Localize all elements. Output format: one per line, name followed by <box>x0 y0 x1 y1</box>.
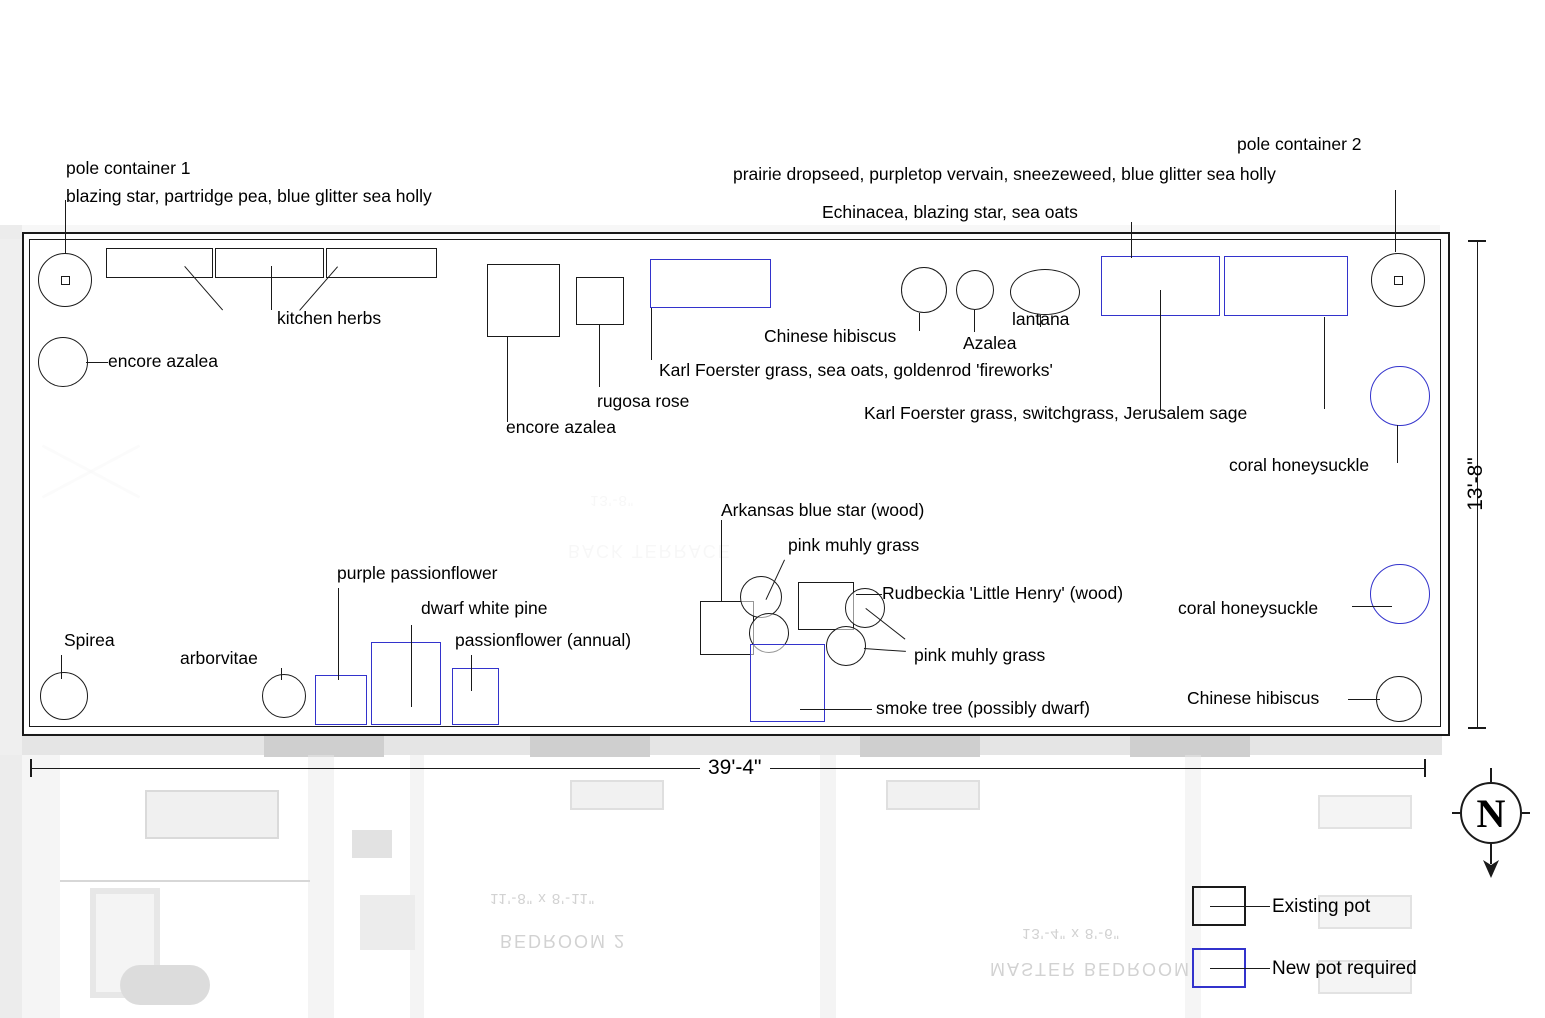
ghost-strip <box>1130 733 1250 757</box>
leader-karl-foerster-2 <box>1160 290 1161 410</box>
ghost-text: BEDROOM 2 <box>500 931 627 951</box>
ghost-text: MASTER BEDROOM <box>990 959 1192 979</box>
label-spirea: Spirea <box>64 630 115 650</box>
leader-kitchen-herbs-b <box>271 266 272 310</box>
pole-container-2-dot <box>1394 276 1403 285</box>
leader-echinacea-group <box>1131 222 1132 258</box>
pot-kitchen-herb-3 <box>326 248 437 278</box>
leader-rudbeckia <box>856 594 882 595</box>
ghost-line <box>570 780 664 810</box>
leader-chinese-hibiscus-bottom <box>1348 699 1380 700</box>
pot-kitchen-herb-1 <box>106 248 213 278</box>
ghost-strip <box>530 733 650 757</box>
label-encore-azalea-left: encore azalea <box>108 351 218 371</box>
leader-encore-azalea-mid <box>507 337 508 422</box>
label-purple-passionflower: purple passionflower <box>337 563 498 583</box>
leader-karl-foerster-1 <box>651 308 652 360</box>
label-rugosa-rose: rugosa rose <box>597 391 690 411</box>
dimension-width-tick-right <box>1424 759 1426 777</box>
leader-spirea <box>61 655 62 679</box>
label-arkansas-blue-star: Arkansas blue star (wood) <box>721 500 925 520</box>
ghost-line <box>145 790 279 839</box>
label-encore-azalea-mid: encore azalea <box>506 417 616 437</box>
pot-encore-azalea-left <box>38 337 88 387</box>
pot-pink-muhly-grass-4 <box>826 626 866 666</box>
pot-dwarf-white-pine <box>371 642 441 725</box>
pot-azalea <box>956 270 994 310</box>
pot-spirea <box>40 672 88 720</box>
pot-purple-passionflower <box>315 675 367 725</box>
ghost-line <box>360 895 415 950</box>
label-arborvitae: arborvitae <box>180 648 258 668</box>
pot-karl-foerster-2b <box>1224 256 1348 316</box>
compass-needle-icon <box>1452 768 1532 878</box>
legend-label-existing-pot: Existing pot <box>1272 896 1371 917</box>
pole-container-1-dot <box>61 276 70 285</box>
pot-smoke-tree <box>750 644 825 722</box>
leader-pole-container-1 <box>65 200 66 254</box>
dimension-height-tick-top <box>1468 240 1486 242</box>
label-azalea: Azalea <box>963 333 1017 353</box>
leader-passionflower-annual <box>471 655 472 691</box>
pot-pink-muhly-grass-1 <box>740 576 782 618</box>
dimension-width-tick-left <box>30 759 32 777</box>
label-echinacea-group: Echinacea, blazing star, sea oats <box>822 202 1078 222</box>
leader-arkansas-blue-star <box>721 520 722 602</box>
label-pole-container-2-plants: prairie dropseed, purpletop vervain, sneezeweed, blue glitter sea holly <box>733 164 1276 184</box>
leader-smoke-tree <box>800 709 872 710</box>
pot-rugosa-rose <box>576 277 624 325</box>
leader-pole-container-2 <box>1395 190 1396 252</box>
pot-encore-azalea-mid <box>487 264 560 337</box>
leader-azalea <box>974 310 975 332</box>
label-passionflower-annual: passionflower (annual) <box>455 630 632 650</box>
label-pole-container-1: pole container 1 <box>66 158 191 178</box>
label-pink-muhly-grass-top: pink muhly grass <box>788 535 920 555</box>
label-karl-foerster-1: Karl Foerster grass, sea oats, goldenrod 'fireworks' <box>659 360 1053 380</box>
dimension-width-label: 39'-4" <box>700 756 770 780</box>
leader-dwarf-white-pine <box>411 625 412 707</box>
label-smoke-tree: smoke tree (possibly dwarf) <box>876 698 1090 718</box>
label-coral-honeysuckle-top: coral honeysuckle <box>1229 455 1370 475</box>
ghost-line <box>1318 795 1412 829</box>
label-karl-foerster-2: Karl Foerster grass, switchgrass, Jerusalem sage <box>864 403 1248 423</box>
ghost-strip <box>264 733 384 757</box>
label-lantana: lantana <box>1012 309 1070 329</box>
leader-coral-honeysuckle-bottom <box>1352 606 1392 607</box>
leader-arborvitae <box>281 668 282 680</box>
legend-leader-existing-pot <box>1210 906 1270 907</box>
pot-kitchen-herb-2 <box>215 248 324 278</box>
pot-coral-honeysuckle-top <box>1370 366 1430 426</box>
label-pink-muhly-grass-bottom: pink muhly grass <box>914 645 1046 665</box>
ghost-text: 13'-4" x 8'-6" <box>1022 925 1120 942</box>
label-coral-honeysuckle-bottom: coral honeysuckle <box>1178 598 1319 618</box>
ghost-wall <box>820 755 836 1018</box>
leader-coral-honeysuckle-top <box>1397 425 1398 463</box>
compass-north-label: N <box>1476 791 1506 836</box>
leader-chinese-hibiscus-top <box>919 313 920 331</box>
dimension-height-label: 13'-8" <box>1463 457 1487 511</box>
label-pole-container-1-plants: blazing star, partridge pea, blue glitter sea holly <box>66 186 432 206</box>
pot-coral-honeysuckle-bottom <box>1370 564 1430 624</box>
pot-arborvitae <box>262 674 306 718</box>
ghost-wall <box>410 755 424 1018</box>
ghost-line <box>120 965 210 1005</box>
pot-passionflower-annual <box>452 668 499 725</box>
pot-chinese-hibiscus-bottom <box>1376 676 1422 722</box>
label-pole-container-2: pole container 2 <box>1237 134 1362 154</box>
label-chinese-hibiscus-top: Chinese hibiscus <box>764 326 897 346</box>
ghost-line <box>886 780 980 810</box>
ghost-strip <box>860 733 980 757</box>
dimension-height-tick-bottom <box>1468 727 1486 729</box>
label-chinese-hibiscus-bottom: Chinese hibiscus <box>1187 688 1320 708</box>
ghost-wall <box>308 755 334 1018</box>
label-rudbeckia: Rudbeckia 'Little Henry' (wood) <box>882 583 1124 603</box>
ghost-line <box>352 830 392 858</box>
label-dwarf-white-pine: dwarf white pine <box>421 598 548 618</box>
ghost-text: 11'-8" x 8'-11" <box>490 890 596 907</box>
label-kitchen-herbs: kitchen herbs <box>277 308 382 328</box>
leader-purple-passionflower <box>338 588 339 680</box>
ghost-wall <box>0 755 60 1018</box>
legend-label-new-pot: New pot required <box>1272 958 1417 979</box>
leader-karl-foerster-2b <box>1324 317 1325 409</box>
legend-leader-new-pot <box>1210 968 1270 969</box>
pot-chinese-hibiscus-top <box>901 267 947 313</box>
leader-rugosa-rose <box>599 325 600 387</box>
ghost-line <box>60 880 310 882</box>
leader-encore-azalea-left <box>86 362 108 363</box>
pot-karl-foerster-1 <box>650 259 771 308</box>
compass-rose <box>1452 768 1532 878</box>
